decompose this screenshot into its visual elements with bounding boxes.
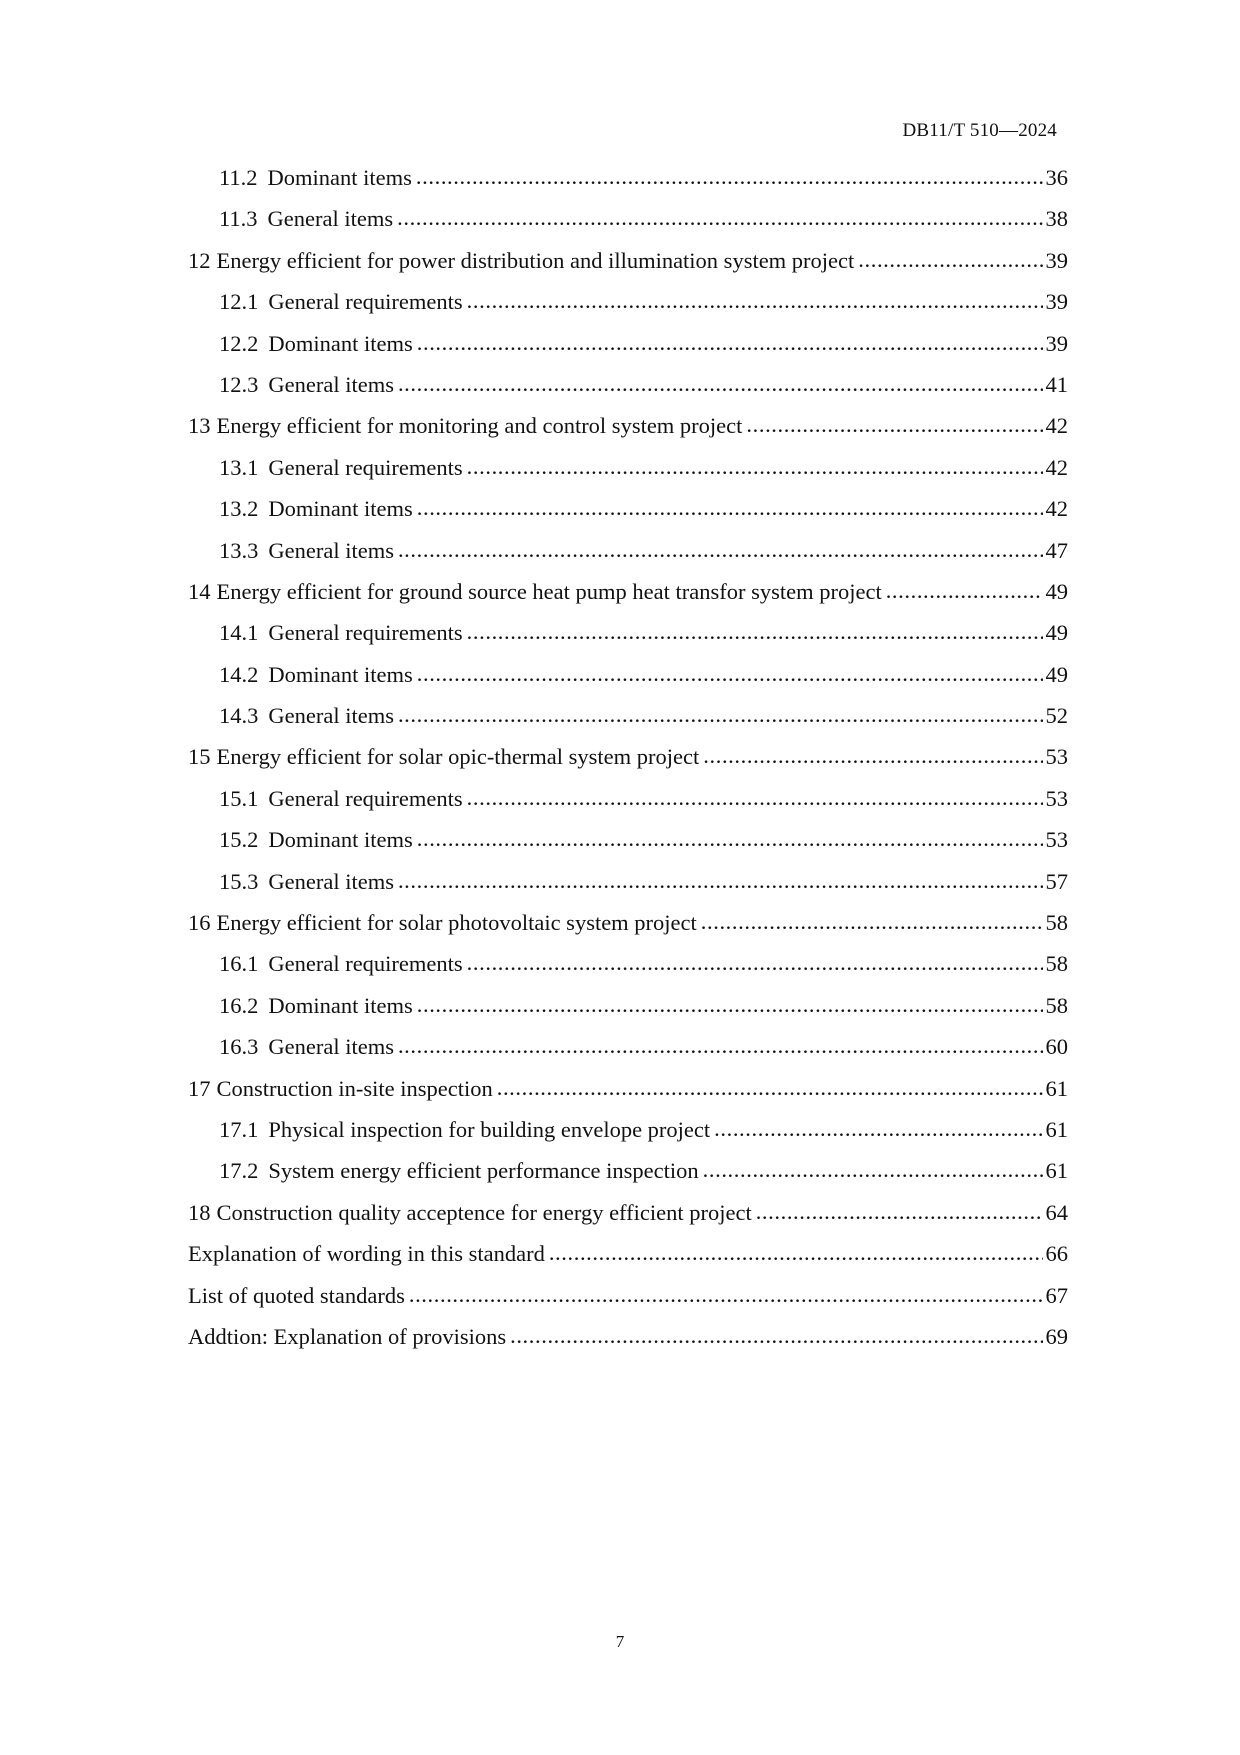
toc-dot-leader <box>398 536 1043 564</box>
toc-entry-number: 12.1 <box>219 289 259 315</box>
toc-dot-leader <box>417 329 1043 357</box>
toc-section-entry[interactable] <box>188 205 1068 246</box>
toc-entry-title: General requirements <box>268 951 463 977</box>
toc-entry-number: 13 <box>188 413 211 439</box>
toc-section-entry[interactable] <box>188 702 1068 743</box>
toc-dot-leader <box>467 784 1043 812</box>
toc-entry-page: 60 <box>1045 1034 1068 1060</box>
toc-entry-number: 17.1 <box>219 1116 259 1142</box>
toc-entry-title: Energy efficient for power distribution and illumination system project <box>216 247 855 273</box>
toc-dot-leader <box>886 577 1043 605</box>
toc-entry-number: 17 <box>188 1075 211 1101</box>
toc-entry-title: List of quoted standards <box>188 1282 405 1308</box>
toc-section-entry[interactable] <box>188 495 1068 536</box>
toc-entry-title: General items <box>268 703 394 729</box>
toc-entry-number: 17.2 <box>219 1158 259 1184</box>
toc-dot-leader <box>398 701 1043 729</box>
toc-dot-leader <box>701 908 1043 936</box>
toc-dot-leader <box>756 1198 1043 1226</box>
toc-entry-page: 58 <box>1045 910 1068 936</box>
toc-entry-number: 12.2 <box>219 330 259 356</box>
toc-section-entry[interactable] <box>188 537 1068 578</box>
toc-section-entry[interactable] <box>188 1033 1068 1074</box>
toc-section-entry[interactable] <box>188 619 1068 660</box>
toc-entry-number: 18 <box>188 1199 211 1225</box>
toc-entry-title: General requirements <box>268 620 463 646</box>
toc-entry-page: 49 <box>1045 620 1068 646</box>
toc-section-entry[interactable] <box>188 826 1068 867</box>
toc-entry-title: Energy efficient for solar photovoltaic system project <box>216 910 697 936</box>
toc-dot-leader <box>417 991 1043 1019</box>
toc-entry-title: System energy efficient performance inspection <box>268 1158 699 1184</box>
toc-entry-page: 39 <box>1045 330 1068 356</box>
toc-entry-page: 42 <box>1045 496 1068 522</box>
toc-entry-page: 69 <box>1045 1323 1068 1349</box>
toc-entry-number: 13.3 <box>219 537 259 563</box>
toc-entry-title: General items <box>268 371 394 397</box>
toc-entry-title: Dominant items <box>268 661 413 687</box>
toc-entry-page: 49 <box>1045 661 1068 687</box>
toc-entry-page: 61 <box>1045 1116 1068 1142</box>
toc-entry-page: 58 <box>1045 951 1068 977</box>
toc-entry-title: Energy efficient for ground source heat pump heat transfor system project <box>216 578 882 604</box>
toc-section-entry[interactable] <box>188 330 1068 371</box>
toc-section-entry[interactable] <box>188 164 1068 205</box>
toc-entry-page: 53 <box>1045 744 1068 770</box>
toc-chapter-entry[interactable] <box>188 412 1068 453</box>
toc-dot-leader <box>467 618 1043 646</box>
toc-entry-title: General items <box>268 1034 394 1060</box>
toc-entry-title: General items <box>267 206 394 232</box>
toc-entry-page: 57 <box>1045 868 1068 894</box>
toc-entry-title: Dominant items <box>268 827 413 853</box>
toc-entry-page: 42 <box>1045 413 1068 439</box>
toc-entry-page: 41 <box>1045 371 1068 397</box>
toc-entry-number: 11.2 <box>219 165 258 190</box>
toc-dot-leader <box>397 204 1042 232</box>
toc-dot-leader <box>398 867 1043 895</box>
toc-entry-title: General requirements <box>268 454 463 480</box>
toc-dot-leader <box>858 246 1042 274</box>
toc-section-entry[interactable] <box>188 454 1068 495</box>
toc-entry-page: 38 <box>1045 206 1068 232</box>
toc-entry-page: 42 <box>1045 454 1068 480</box>
toc-entry-page: 58 <box>1045 992 1068 1018</box>
toc-entry-page: 61 <box>1045 1075 1068 1101</box>
toc-entry-title: Addtion: Explanation of provisions <box>188 1323 507 1349</box>
toc-dot-leader <box>714 1115 1042 1143</box>
toc-section-entry[interactable] <box>188 371 1068 412</box>
toc-entry-page: 66 <box>1045 1241 1068 1267</box>
toc-section-entry[interactable] <box>188 288 1068 329</box>
toc-entry-number: 13.2 <box>219 496 259 522</box>
toc-entry-title: General items <box>268 868 394 894</box>
toc-entry-number: 16.1 <box>219 951 259 977</box>
document-code-header: DB11/T 510—2024 <box>902 120 1057 141</box>
toc-chapter-entry[interactable] <box>188 1075 1068 1116</box>
toc-section-entry[interactable] <box>188 785 1068 826</box>
toc-section-entry[interactable] <box>188 661 1068 702</box>
page-number: 7 <box>615 1632 625 1651</box>
toc-section-entry[interactable] <box>188 950 1068 991</box>
toc-dot-leader <box>467 949 1043 977</box>
toc-entry-page: 67 <box>1045 1282 1068 1308</box>
toc-entry-title: Dominant items <box>267 165 412 190</box>
toc-entry-page: 53 <box>1045 827 1068 853</box>
toc-chapter-entry[interactable] <box>188 1240 1068 1281</box>
toc-entry-number: 14.3 <box>219 703 259 729</box>
toc-entry-page: 36 <box>1045 165 1068 190</box>
toc-dot-leader <box>467 287 1043 315</box>
toc-entry-number: 11.3 <box>219 206 258 232</box>
toc-entry-title: Physical inspection for building envelope project <box>268 1116 711 1142</box>
toc-entry-number: 15.3 <box>219 868 259 894</box>
toc-entry-page: 53 <box>1045 785 1068 811</box>
table-of-contents <box>188 164 1068 1364</box>
toc-dot-leader <box>467 453 1043 481</box>
toc-entry-title: Dominant items <box>268 992 413 1018</box>
toc-dot-leader <box>398 1032 1043 1060</box>
toc-entry-number: 13.1 <box>219 454 259 480</box>
toc-entry-title: Construction in-site inspection <box>216 1075 493 1101</box>
toc-entry-page: 47 <box>1045 537 1068 563</box>
toc-dot-leader <box>398 370 1043 398</box>
toc-dot-leader <box>746 411 1042 439</box>
toc-dot-leader <box>703 742 1042 770</box>
toc-entry-number: 15.1 <box>219 785 259 811</box>
toc-entry-number: 15 <box>188 744 211 770</box>
toc-entry-number: 14 <box>188 578 211 604</box>
toc-entry-title: General items <box>268 537 394 563</box>
toc-section-entry[interactable] <box>188 992 1068 1033</box>
toc-dot-leader <box>416 163 1043 191</box>
toc-dot-leader <box>703 1156 1043 1184</box>
toc-entry-page: 52 <box>1045 703 1068 729</box>
toc-section-entry[interactable] <box>188 1116 1068 1157</box>
toc-dot-leader <box>549 1239 1043 1267</box>
toc-dot-leader <box>510 1322 1042 1350</box>
toc-entry-number: 16.2 <box>219 992 259 1018</box>
toc-entry-title: General requirements <box>268 289 463 315</box>
toc-entry-title: Construction quality acceptence for energy efficient project <box>216 1199 752 1225</box>
toc-entry-title: Energy efficient for monitoring and control system project <box>216 413 743 439</box>
toc-entry-title: Dominant items <box>268 496 413 522</box>
toc-chapter-entry[interactable] <box>188 247 1068 288</box>
toc-chapter-entry[interactable] <box>188 1199 1068 1240</box>
toc-dot-leader <box>417 660 1043 688</box>
toc-entry-title: Dominant items <box>268 330 413 356</box>
toc-dot-leader <box>417 494 1043 522</box>
toc-chapter-entry[interactable] <box>188 909 1068 950</box>
toc-entry-number: 14.2 <box>219 661 259 687</box>
toc-entry-page: 39 <box>1045 247 1068 273</box>
toc-chapter-entry[interactable] <box>188 578 1068 619</box>
toc-section-entry[interactable] <box>188 1157 1068 1198</box>
toc-chapter-entry[interactable] <box>188 1282 1068 1323</box>
toc-entry-title: General requirements <box>268 785 463 811</box>
toc-dot-leader <box>409 1281 1043 1309</box>
toc-entry-page: 39 <box>1045 289 1068 315</box>
toc-entry-number: 16.3 <box>219 1034 259 1060</box>
toc-entry-page: 64 <box>1045 1199 1068 1225</box>
toc-entry-number: 16 <box>188 910 211 936</box>
toc-dot-leader <box>497 1074 1043 1102</box>
toc-entry-page: 61 <box>1045 1158 1068 1184</box>
toc-chapter-entry[interactable] <box>188 1323 1068 1364</box>
toc-entry-number: 12 <box>188 247 211 273</box>
toc-entry-title: Energy efficient for solar opic-thermal system project <box>216 744 700 770</box>
toc-entry-page: 49 <box>1045 578 1068 604</box>
toc-chapter-entry[interactable] <box>188 743 1068 784</box>
toc-dot-leader <box>417 825 1043 853</box>
toc-entry-number: 14.1 <box>219 620 259 646</box>
toc-section-entry[interactable] <box>188 868 1068 909</box>
toc-entry-title: Explanation of wording in this standard <box>188 1241 545 1267</box>
toc-entry-number: 12.3 <box>219 371 259 397</box>
toc-entry-number: 15.2 <box>219 827 259 853</box>
